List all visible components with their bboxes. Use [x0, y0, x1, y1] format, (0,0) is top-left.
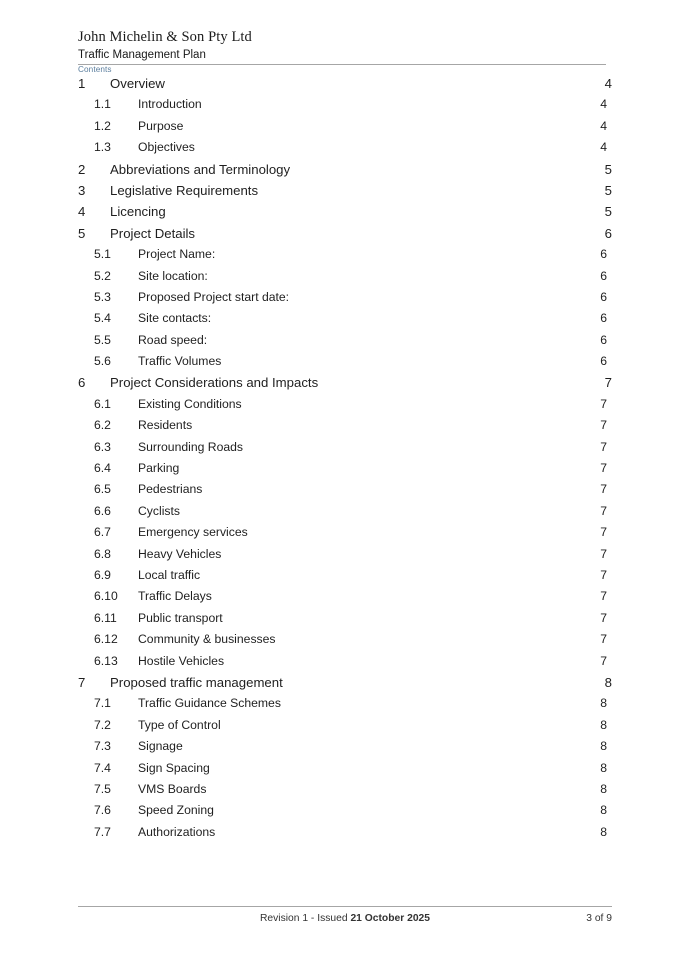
toc-entry[interactable]: [78, 333, 607, 354]
toc-entry-number: 5: [78, 225, 86, 241]
page-footer: [78, 906, 612, 927]
toc-entry-label: Emergency services: [138, 525, 248, 540]
toc-entry-number: 6.8: [94, 546, 111, 561]
toc-dot-leader: [214, 813, 598, 814]
toc-dot-leader: [208, 343, 599, 344]
toc-entry-page-number: 5: [604, 204, 612, 220]
toc-entry-page-number: 8: [600, 739, 607, 754]
toc-entry-page-number: 4: [600, 97, 607, 112]
toc-entry[interactable]: [78, 825, 607, 846]
toc-dot-leader: [242, 407, 599, 408]
toc-entry-page-number: 6: [600, 268, 607, 283]
toc-dot-leader: [244, 450, 599, 451]
toc-entry-page-number: 5: [604, 182, 612, 198]
toc-entry-label: Purpose: [138, 118, 184, 133]
toc-entry[interactable]: [78, 761, 607, 782]
toc-entry-number: 7: [78, 674, 86, 690]
toc-dot-leader: [221, 728, 599, 729]
footer-revision: [78, 913, 612, 924]
toc-dot-leader: [276, 642, 599, 643]
toc-dot-leader: [248, 535, 598, 536]
toc-dot-leader: [202, 108, 599, 109]
toc-entry-number: 6.10: [94, 589, 118, 604]
toc-entry-page-number: 7: [600, 546, 607, 561]
page-header: [78, 28, 606, 65]
toc-entry-number: 7.3: [94, 739, 111, 754]
toc-entry-label: Licencing: [110, 204, 166, 220]
table-of-contents: [78, 76, 612, 846]
toc-entry-page-number: 7: [600, 589, 607, 604]
toc-entry[interactable]: [78, 397, 607, 418]
toc-entry-number: 1: [78, 76, 86, 91]
toc-entry-label: Residents: [138, 418, 193, 433]
toc-entry[interactable]: [78, 547, 607, 568]
toc-entry-page-number: 5: [604, 161, 612, 177]
toc-entry-page-number: 7: [600, 461, 607, 476]
toc-entry[interactable]: [78, 140, 607, 161]
toc-entry-page-number: 6: [604, 225, 612, 241]
toc-entry-label: Public transport: [138, 610, 223, 625]
header-company-name: John Michelin & Son Pty Ltd: [78, 29, 252, 45]
toc-entry-label: Traffic Volumes: [138, 354, 222, 369]
toc-entry-label: Road speed:: [138, 332, 208, 347]
toc-entry[interactable]: [78, 504, 607, 525]
toc-dot-leader: [290, 300, 599, 301]
toc-entry-number: 3: [78, 182, 86, 198]
toc-entry-label: Type of Control: [138, 717, 221, 732]
toc-entry-label: VMS Boards: [138, 781, 207, 796]
toc-entry-page-number: 8: [600, 717, 607, 732]
toc-entry-label: Site contacts:: [138, 311, 212, 326]
toc-entry-number: 5.3: [94, 289, 111, 304]
toc-entry-number: 6.12: [94, 632, 118, 647]
toc-entry[interactable]: [78, 76, 612, 97]
toc-dot-leader: [259, 193, 604, 194]
toc-entry-label: Community & businesses: [138, 632, 276, 647]
toc-entry[interactable]: [78, 718, 607, 739]
toc-entry-label: Introduction: [138, 97, 202, 112]
toc-entry[interactable]: [78, 440, 607, 461]
toc-entry-number: 7.2: [94, 717, 111, 732]
toc-dot-leader: [225, 664, 599, 665]
toc-entry-label: Proposed Project start date:: [138, 289, 290, 304]
toc-entry[interactable]: [78, 226, 612, 247]
toc-entry-number: 4: [78, 204, 86, 220]
toc-entry[interactable]: [78, 418, 607, 439]
toc-entry-label: Objectives: [138, 140, 195, 155]
toc-entry-page-number: 7: [600, 567, 607, 582]
toc-entry-number: 7.4: [94, 760, 111, 775]
toc-entry-number: 6.11: [94, 610, 117, 625]
toc-entry-page-number: 4: [604, 76, 612, 91]
toc-entry-page-number: 4: [600, 140, 607, 155]
toc-entry-label: Speed Zoning: [138, 803, 214, 818]
toc-entry-page-number: 8: [600, 781, 607, 796]
toc-entry[interactable]: [78, 675, 612, 696]
toc-dot-leader: [203, 493, 599, 494]
toc-entry-page-number: 7: [600, 396, 607, 411]
toc-dot-leader: [283, 685, 603, 686]
toc-entry-number: 1.3: [94, 140, 111, 155]
toc-entry-page-number: 4: [600, 118, 607, 133]
toc-dot-leader: [216, 835, 599, 836]
toc-entry[interactable]: [78, 162, 612, 183]
toc-entry-page-number: 6: [600, 354, 607, 369]
toc-dot-leader: [208, 279, 598, 280]
toc-entry-label: Legislative Requirements: [110, 182, 259, 198]
toc-dot-leader: [165, 86, 603, 87]
toc-dot-leader: [195, 150, 598, 151]
toc-entry-number: 5.1: [94, 247, 111, 262]
toc-entry-number: 6.4: [94, 461, 111, 476]
toc-entry-number: 6.6: [94, 503, 111, 518]
toc-entry-label: Project Name:: [138, 247, 216, 262]
toc-dot-leader: [180, 514, 598, 515]
toc-entry-number: 6.2: [94, 418, 111, 433]
toc-entry-label: Project Considerations and Impacts: [110, 375, 319, 391]
toc-dot-leader: [281, 707, 598, 708]
toc-entry[interactable]: [78, 803, 607, 824]
toc-dot-leader: [291, 172, 604, 173]
toc-entry[interactable]: [78, 589, 607, 610]
footer-revision-prefix: Revision 1 - Issued: [260, 913, 351, 924]
toc-entry-label: Cyclists: [138, 503, 180, 518]
toc-entry-page-number: 6: [600, 247, 607, 262]
toc-entry-number: 2: [78, 161, 86, 177]
toc-entry[interactable]: [78, 611, 607, 632]
toc-dot-leader: [223, 621, 599, 622]
toc-entry-page-number: 8: [600, 696, 607, 711]
toc-entry[interactable]: [78, 782, 607, 803]
header-document-subtitle: Traffic Management Plan: [78, 48, 206, 61]
toc-entry-label: Parking: [138, 461, 180, 476]
toc-entry[interactable]: [78, 482, 607, 503]
header-divider: [78, 64, 606, 65]
toc-dot-leader: [210, 771, 598, 772]
toc-entry-number: 5.4: [94, 311, 111, 326]
toc-entry-number: 6.7: [94, 525, 111, 540]
toc-dot-leader: [196, 236, 604, 237]
toc-entry-page-number: 7: [600, 418, 607, 433]
toc-entry-page-number: 8: [600, 803, 607, 818]
toc-dot-leader: [222, 557, 599, 558]
toc-entry-label: Authorizations: [138, 824, 216, 839]
toc-entry[interactable]: [78, 290, 607, 311]
toc-entry-page-number: 7: [600, 503, 607, 518]
toc-dot-leader: [216, 257, 599, 258]
toc-entry[interactable]: [78, 525, 607, 546]
toc-dot-leader: [222, 364, 599, 365]
toc-entry-number: 6.5: [94, 482, 111, 497]
toc-entry-page-number: 8: [604, 674, 612, 690]
toc-entry-label: Proposed traffic management: [110, 674, 283, 690]
toc-entry-label: Project Details: [110, 225, 196, 241]
toc-entry-page-number: 7: [600, 525, 607, 540]
toc-dot-leader: [180, 471, 599, 472]
toc-entry-label: Existing Conditions: [138, 396, 242, 411]
toc-entry-page-number: 6: [600, 332, 607, 347]
toc-entry[interactable]: [78, 354, 607, 375]
toc-entry-number: 7.6: [94, 803, 111, 818]
contents-heading: Contents: [78, 65, 112, 74]
toc-entry-label: Heavy Vehicles: [138, 546, 222, 561]
toc-entry[interactable]: [78, 632, 607, 653]
toc-entry[interactable]: [78, 696, 607, 717]
footer-divider: [78, 906, 612, 907]
toc-entry[interactable]: [78, 568, 607, 589]
toc-entry-page-number: 7: [600, 610, 607, 625]
toc-entry-page-number: 6: [600, 311, 607, 326]
toc-dot-leader: [212, 321, 599, 322]
toc-entry[interactable]: [78, 247, 607, 268]
toc-entry[interactable]: [78, 119, 607, 140]
toc-entry[interactable]: [78, 183, 612, 204]
toc-entry-number: 6.3: [94, 439, 111, 454]
footer-revision-date: 21 October 2025: [350, 913, 430, 924]
toc-entry-number: 6.1: [94, 396, 111, 411]
toc-dot-leader: [183, 749, 598, 750]
toc-entry[interactable]: [78, 461, 607, 482]
toc-entry-page-number: 7: [600, 653, 607, 668]
toc-entry-page-number: 8: [600, 760, 607, 775]
toc-dot-leader: [212, 600, 598, 601]
toc-entry-page-number: 6: [600, 289, 607, 304]
toc-entry-label: Abbreviations and Terminology: [110, 161, 291, 177]
footer-row: [78, 913, 612, 927]
toc-entry-label: Traffic Guidance Schemes: [138, 696, 281, 711]
toc-entry-label: Signage: [138, 739, 183, 754]
toc-entry-number: 7.7: [94, 824, 111, 839]
toc-entry[interactable]: [78, 97, 607, 118]
toc-entry-label: Local traffic: [138, 567, 201, 582]
toc-entry-label: Surrounding Roads: [138, 439, 244, 454]
toc-dot-leader: [166, 215, 603, 216]
toc-entry-number: 5.6: [94, 354, 111, 369]
toc-entry[interactable]: [78, 269, 607, 290]
toc-entry[interactable]: [78, 204, 612, 225]
toc-entry-number: 5.5: [94, 332, 111, 347]
toc-entry-number: 1.2: [94, 118, 111, 133]
toc-entry-label: Traffic Delays: [138, 589, 212, 604]
toc-entry[interactable]: [78, 375, 612, 396]
toc-entry-page-number: 7: [600, 632, 607, 647]
toc-entry-number: 6.9: [94, 567, 111, 582]
toc-dot-leader: [201, 578, 599, 579]
toc-dot-leader: [207, 792, 599, 793]
toc-entry-page-number: 7: [600, 482, 607, 497]
toc-entry-page-number: 7: [600, 439, 607, 454]
toc-dot-leader: [319, 386, 603, 387]
toc-entry-number: 5.2: [94, 268, 111, 283]
toc-entry-page-number: 8: [600, 824, 607, 839]
toc-entry-label: Sign Spacing: [138, 760, 210, 775]
toc-entry-label: Overview: [110, 76, 165, 91]
toc-entry[interactable]: [78, 654, 607, 675]
toc-dot-leader: [184, 129, 599, 130]
toc-entry[interactable]: [78, 311, 607, 332]
toc-entry-label: Hostile Vehicles: [138, 653, 225, 668]
footer-page-indicator: 3 of 9: [586, 913, 612, 924]
toc-entry-number: 1.1: [94, 97, 111, 112]
toc-entry-label: Pedestrians: [138, 482, 203, 497]
toc-entry-number: 6: [78, 375, 86, 391]
toc-dot-leader: [193, 428, 599, 429]
toc-entry-number: 6.13: [94, 653, 118, 668]
toc-entry-number: 7.5: [94, 781, 111, 796]
toc-entry[interactable]: [78, 739, 607, 760]
toc-entry-number: 7.1: [94, 696, 111, 711]
toc-entry-label: Site location:: [138, 268, 208, 283]
toc-entry-page-number: 7: [604, 375, 612, 391]
